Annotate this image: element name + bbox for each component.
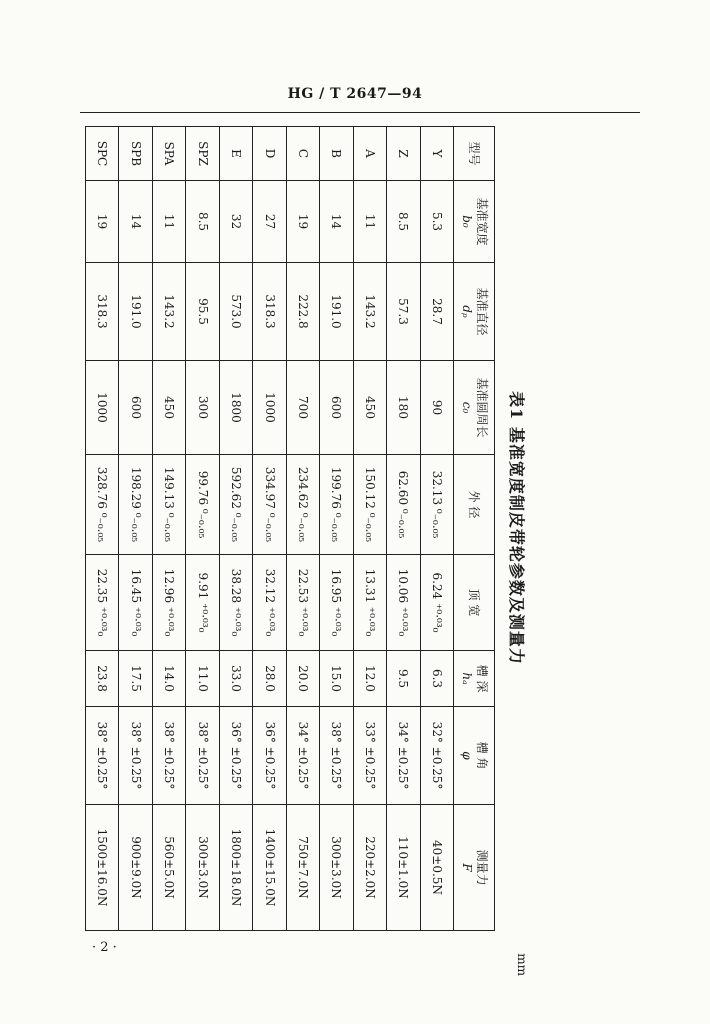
table-cell: 180 [387, 361, 420, 455]
table-cell: D [253, 127, 286, 181]
column-header [454, 127, 495, 181]
table-header-row [454, 127, 495, 931]
column-header-label: 槽 角 [475, 741, 489, 770]
table-cell: 5.3 [420, 181, 453, 263]
column-header-label: 基准宽度 [475, 197, 489, 246]
table-cell: 36° ±0.25° [219, 707, 252, 805]
table-cell: 234.62 ⁰₋₀.₀₅ [286, 455, 319, 555]
column-header-symbol: c₀ [460, 401, 474, 414]
table-cell: 1800 [219, 361, 252, 455]
table-cell: 1000 [86, 361, 119, 455]
table-cell: 560±5.0N [152, 805, 185, 931]
column-header [454, 555, 495, 651]
table-cell: 600 [320, 361, 353, 455]
table-cell: 150.12 ⁰₋₀.₀₅ [353, 455, 386, 555]
table-cell: 22.53 ⁺⁰·⁰³₀ [286, 555, 319, 651]
table-cell: 300±3.0N [186, 805, 219, 931]
table-cell: Z [387, 127, 420, 181]
table-cell: 19 [286, 181, 319, 263]
table-cell: 14 [320, 181, 353, 263]
table-row [387, 127, 420, 931]
table-cell: 143.2 [152, 263, 185, 361]
column-header-label: 测量力 [475, 849, 489, 886]
table-cell: 10.06 ⁺⁰·⁰³₀ [387, 555, 420, 651]
table-row [320, 127, 353, 931]
table-cell: 191.0 [320, 263, 353, 361]
table-cell: 334.97 ⁰₋₀.₀₅ [253, 455, 286, 555]
table-cell: A [353, 127, 386, 181]
column-header [454, 361, 495, 455]
table-cell: 36° ±0.25° [253, 707, 286, 805]
column-header-label: 基准直径 [475, 287, 489, 336]
table-cell: C [286, 127, 319, 181]
table-cell: 318.3 [253, 263, 286, 361]
table-cell: 191.0 [119, 263, 152, 361]
table-cell: 17.5 [119, 651, 152, 707]
table-cell: E [219, 127, 252, 181]
table-cell: 1800±18.0N [219, 805, 252, 931]
table-cell: 300±3.0N [320, 805, 353, 931]
table-cell: SPZ [186, 127, 219, 181]
table-cell: 14 [119, 181, 152, 263]
table-cell: 38.28 ⁺⁰·⁰³₀ [219, 555, 252, 651]
table-cell: 600 [119, 361, 152, 455]
table-caption: 表1 基准宽度制皮带轮参数及测量力 [507, 391, 526, 665]
table-cell: 1500±16.0N [86, 805, 119, 931]
table-row [219, 127, 252, 931]
page-number: · 2 · [92, 940, 117, 955]
column-header-label: 外 径 [467, 490, 482, 519]
table-cell: 8.5 [387, 181, 420, 263]
table-cell: 57.3 [387, 263, 420, 361]
table-cell: 8.5 [186, 181, 219, 263]
table-cell: 222.8 [286, 263, 319, 361]
table-cell: 16.45 ⁺⁰·⁰³₀ [119, 555, 152, 651]
table-cell: 32.12 ⁺⁰·⁰³₀ [253, 555, 286, 651]
column-header-symbol: dₚ [460, 305, 474, 318]
table-row [286, 127, 319, 931]
table-row [186, 127, 219, 931]
table-body [86, 127, 454, 931]
table-row [253, 127, 286, 931]
table-cell: 40±0.5N [420, 805, 453, 931]
table-cell: 450 [152, 361, 185, 455]
rotated-table-block [85, 126, 533, 976]
table-cell: 11.0 [186, 651, 219, 707]
table-cell: 62.60 ⁰₋₀.₀₅ [387, 455, 420, 555]
column-header [454, 707, 495, 805]
table-row [119, 127, 152, 931]
table-cell: 34° ±0.25° [286, 707, 319, 805]
table-cell: 1400±15.0N [253, 805, 286, 931]
column-header-symbol: φ [460, 751, 474, 760]
table-cell: 32° ±0.25° [420, 707, 453, 805]
table-cell: 20.0 [286, 651, 319, 707]
table-cell: 99.76 ⁰₋₀.₀₅ [186, 455, 219, 555]
table-cell: B [320, 127, 353, 181]
table-row [353, 127, 386, 931]
table-cell: 220±2.0N [353, 805, 386, 931]
column-header-label: 型号 [467, 141, 482, 166]
table-cell: 110±1.0N [387, 805, 420, 931]
table-cell: 12.96 ⁺⁰·⁰³₀ [152, 555, 185, 651]
table-cell: 95.5 [186, 263, 219, 361]
table-cell: 90 [420, 361, 453, 455]
table-cell: 28.0 [253, 651, 286, 707]
table-cell: 16.95 ⁺⁰·⁰³₀ [320, 555, 353, 651]
table-row [420, 127, 453, 931]
column-header-label: 槽 深 [475, 664, 489, 693]
table-cell: 32 [219, 181, 252, 263]
table-cell: 1000 [253, 361, 286, 455]
table-cell: 15.0 [320, 651, 353, 707]
column-header [454, 263, 495, 361]
table-cell: SPA [152, 127, 185, 181]
table-cell: 199.76 ⁰₋₀.₀₅ [320, 455, 353, 555]
table-cell: 11 [152, 181, 185, 263]
table-cell: SPB [119, 127, 152, 181]
table-cell: 9.91 ⁺⁰·⁰³₀ [186, 555, 219, 651]
table-cell: 38° ±0.25° [320, 707, 353, 805]
table-cell: 19 [86, 181, 119, 263]
table-cell: 573.0 [219, 263, 252, 361]
table-cell: 38° ±0.25° [186, 707, 219, 805]
table-cell: 14.0 [152, 651, 185, 707]
table-cell: Y [420, 127, 453, 181]
table-cell: 33° ±0.25° [353, 707, 386, 805]
table-row [152, 127, 185, 931]
column-header-label: 顶 宽 [467, 588, 482, 617]
table-cell: 38° ±0.25° [152, 707, 185, 805]
table-cell: 32.13 ⁰₋₀.₀₅ [420, 455, 453, 555]
table-cell: 38° ±0.25° [86, 707, 119, 805]
table-cell: 700 [286, 361, 319, 455]
column-header-symbol: b₀ [460, 215, 474, 228]
table-cell: 143.2 [353, 263, 386, 361]
column-header [454, 651, 495, 707]
table-cell: 34° ±0.25° [387, 707, 420, 805]
table-cell: 12.0 [353, 651, 386, 707]
table-cell: 27 [253, 181, 286, 263]
table-cell: 450 [353, 361, 386, 455]
table-cell: 750±7.0N [286, 805, 319, 931]
table-cell: 22.35 ⁺⁰·⁰³₀ [86, 555, 119, 651]
table-row [86, 127, 119, 931]
table-cell: 23.8 [86, 651, 119, 707]
table-cell: 900±9.0N [119, 805, 152, 931]
table-cell: 300 [186, 361, 219, 455]
table-cell: SPC [86, 127, 119, 181]
unit-label: mm [515, 953, 529, 976]
table-cell: 6.24 ⁺⁰·⁰³₀ [420, 555, 453, 651]
table-cell: 33.0 [219, 651, 252, 707]
table-cell: 28.7 [420, 263, 453, 361]
table-cell: 149.13 ⁰₋₀.₀₅ [152, 455, 185, 555]
pulley-parameter-table [85, 126, 495, 931]
table-cell: 11 [353, 181, 386, 263]
table-cell: 13.31 ⁺⁰·⁰³₀ [353, 555, 386, 651]
table-cell: 38° ±0.25° [119, 707, 152, 805]
column-header-symbol: hₐ [460, 672, 474, 685]
table-cell: 318.3 [86, 263, 119, 361]
column-header [454, 805, 495, 931]
column-header-symbol: F [460, 863, 474, 872]
column-header [454, 455, 495, 555]
table-cell: 328.76 ⁰₋₀.₀₅ [86, 455, 119, 555]
column-header-label: 基准圆周长 [475, 377, 489, 438]
table-cell: 198.29 ⁰₋₀.₀₅ [119, 455, 152, 555]
standard-code-header: HG / T 2647—94 [287, 86, 423, 102]
table-cell: 592.62 ⁰₋₀.₀₅ [219, 455, 252, 555]
column-header [454, 181, 495, 263]
table-cell: 9.5 [387, 651, 420, 707]
table-cell: 6.3 [420, 651, 453, 707]
